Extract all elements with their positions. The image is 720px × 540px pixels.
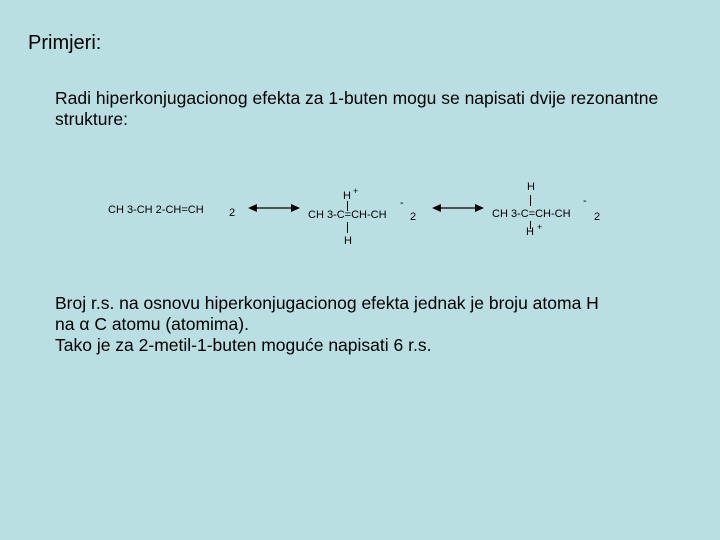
structure-2-top-h: H [343, 190, 351, 202]
structure-3-top-bond [529, 195, 532, 206]
structure-2-subscript: 2 [410, 211, 417, 223]
explanation-line-1: Broj r.s. na osnovu hiperkonjugacionog efekta jednak je broju atoma H [55, 293, 599, 313]
intro-paragraph: Radi hiperkonjugacionog efekta za 1-buten mogu se napisati dvije rezonantne strukture: [55, 88, 659, 129]
structure-2-plus-charge: + [353, 186, 359, 196]
structure-3-bottom-h: H [526, 226, 534, 238]
explanation-line-3: Tako je za 2-metil-1-buten moguće napisati 6 r.s. [55, 335, 432, 355]
structure-3-formula: CH 3-C=CH-CH [492, 208, 571, 220]
explanation-line-2-suffix: C atomu (atomima). [89, 314, 249, 334]
structure-2-formula: CH 3-C=CH-CH [308, 209, 387, 221]
structure-2-minus-charge: - [400, 197, 404, 209]
resonance-arrow-1 [248, 201, 300, 215]
structure-2-bottom-h: H [344, 235, 352, 247]
structure-3-plus-charge: + [537, 222, 543, 232]
structure-1-formula: CH 3-CH 2-CH=CH [108, 204, 204, 216]
explanation-paragraph [55, 293, 695, 356]
structure-3-subscript: 2 [594, 211, 601, 223]
resonance-arrow-2 [432, 201, 484, 215]
structure-3-top-h: H [527, 181, 535, 193]
alpha-symbol: α [79, 314, 90, 334]
slide-title: Primjeri: [28, 32, 102, 54]
explanation-line-2-prefix: na [55, 314, 80, 334]
structure-1-subscript: 2 [229, 207, 236, 219]
structure-3-minus-charge: - [583, 195, 587, 207]
structure-2-bottom-bond [346, 222, 349, 233]
